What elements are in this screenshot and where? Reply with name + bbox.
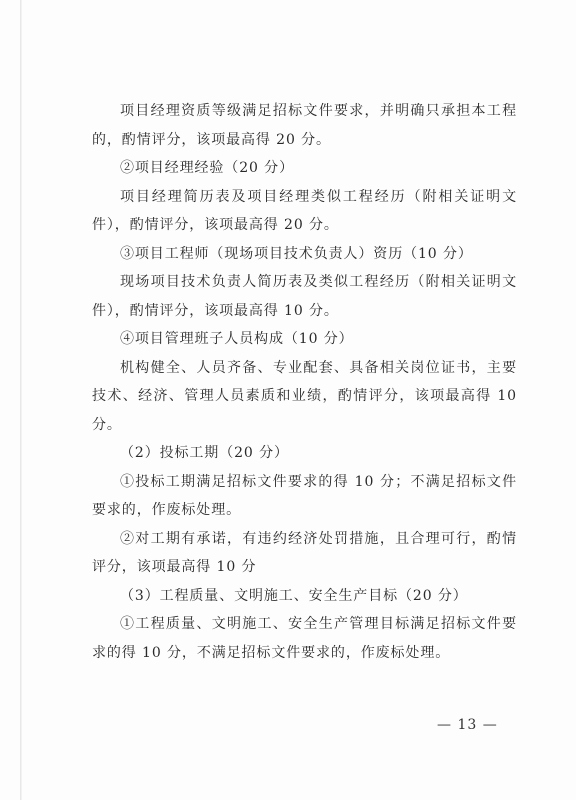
paragraph-line: ①投标工期满足招标文件要求的得 10 分；不满足招标文件 <box>120 473 517 490</box>
section-heading: ④项目管理班子人员构成（10 分） <box>120 331 354 347</box>
page-number: — 13 — <box>437 717 498 733</box>
paragraph-line: ①工程质量、文明施工、安全生产管理目标满足招标文件要 <box>120 616 517 632</box>
section-heading: ③项目工程师（现场项目技术负责人）资历（10 分） <box>120 245 473 262</box>
paragraph-line: 分。 <box>92 416 122 433</box>
paragraph-line: 的，酌情评分，该项最高得 20 分。 <box>92 131 331 148</box>
document-body <box>92 97 517 667</box>
paragraph-line: 件），酌情评分，该项最高得 10 分。 <box>92 302 339 319</box>
paragraph-line: 要求的，作废标处理。 <box>92 502 241 518</box>
paragraph-line: 求的得 10 分，不满足招标文件要求的，作废标处理。 <box>92 644 451 661</box>
section-heading: ②项目经理经验（20 分） <box>120 160 294 176</box>
paragraph-line: 件），酌情评分，该项最高得 20 分。 <box>92 217 339 233</box>
page-edge-shadow <box>20 0 22 800</box>
paragraph-line: 现场项目技术负责人简历表及类似工程经历（附相关证明文 <box>120 274 517 290</box>
paragraph-line: ②对工期有承诺，有违约经济处罚措施，且合理可行，酌情 <box>120 530 517 547</box>
paragraph-line: 机构健全、人员齐备、专业配套、具备相关岗位证书，主要 <box>120 359 517 376</box>
paragraph-line: 项目经理资质等级满足招标文件要求，并明确只承担本工程 <box>120 103 517 119</box>
paragraph-line: 项目经理简历表及项目经理类似工程经历（附相关证明文 <box>120 188 517 205</box>
paragraph-line: 技术、经济、管理人员素质和业绩，酌情评分，该项最高得 10 <box>92 388 517 404</box>
paragraph-line: 评分，该项最高得 10 分 <box>92 559 257 575</box>
section-heading: （2）投标工期（20 分） <box>120 445 289 461</box>
section-heading: （3）工程质量、文明施工、安全生产目标（20 分） <box>120 587 468 604</box>
